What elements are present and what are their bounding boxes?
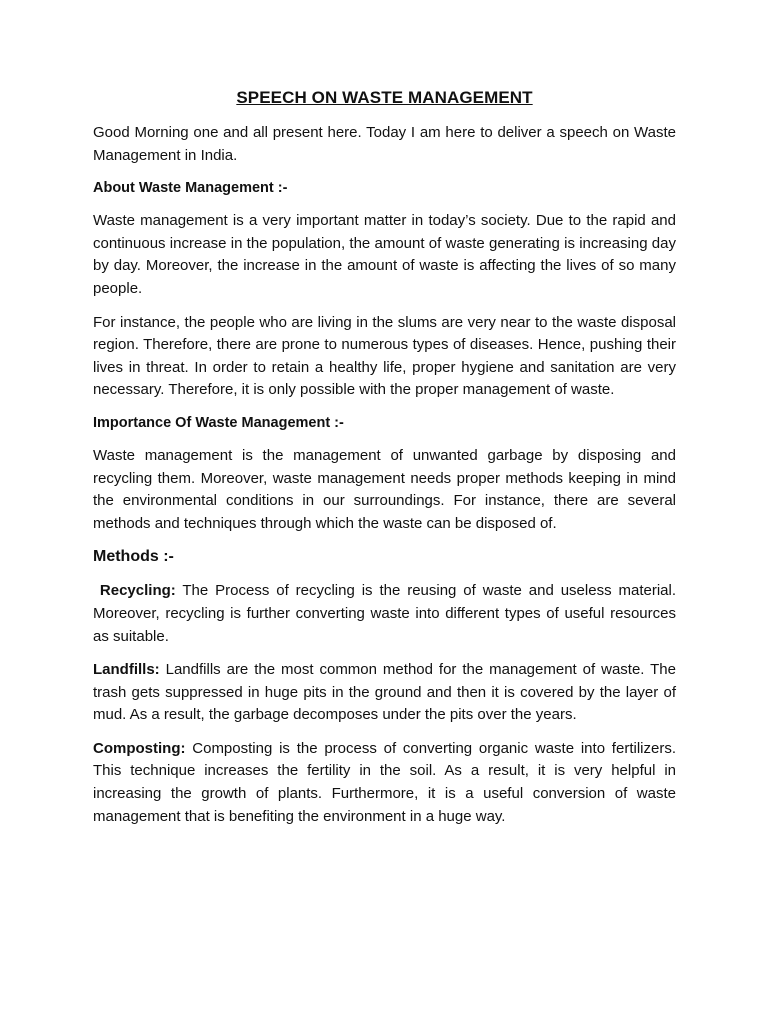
importance-paragraph: Waste management is the management of unwanted garbage by disposing and recycling them. Moreover, waste management needs proper methods keeping in mind the environmental conditions in our surroundings. For instance, there are several methods and techniques through which the waste can be disposed of.: [93, 446, 676, 532]
about-heading: About Waste Management :-: [93, 180, 288, 197]
method-recycling: [93, 580, 676, 648]
about-paragraph-2: For instance, the people who are living in the slums are very near to the waste disposal region. Therefore, there are prone to numerous types of diseases. Hence, pushing their lives in threat. In order to retain a healthy life, proper hygiene and sanitation are very necessary. Therefore, it is only possible with the proper management of waste.: [93, 313, 676, 399]
importance-heading: Importance Of Waste Management :-: [93, 414, 344, 431]
method-text-landfills: Landfills are the most common method for the management of waste. The trash gets suppressed in huge pits in the ground and then it is covered by the layer of mud. As a result, the garbage decomposes under the pits over the years.: [93, 661, 676, 724]
intro-paragraph: Good Morning one and all present here. Today I am here to deliver a speech on Waste Management in India.: [93, 124, 676, 164]
method-term-composting: Composting:: [93, 739, 186, 757]
method-composting: [93, 738, 676, 828]
method-text-composting: Composting is the process of converting organic waste into fertilizers. This technique increases the fertility in the soil. As a result, it is very helpful in increasing the growth of plants. Furthermore, it is a useful conversion of waste management that is benefiting the environment in a huge way.: [93, 739, 676, 825]
document-page: [93, 88, 676, 839]
document-title: SPEECH ON WASTE MANAGEMENT: [236, 88, 533, 107]
about-paragraph-1: Waste management is a very important matter in today’s society. Due to the rapid and continuous increase in the population, the amount of waste generating is increasing day by day. Moreover, the increase in the amount of waste is affecting the lives of so many people.: [93, 212, 676, 297]
method-text-recycling: The Process of recycling is the reusing of waste and useless material. Moreover, recycling is further converting waste into different types of useful resources as suitable.: [93, 582, 676, 645]
method-term-recycling: Recycling:: [99, 582, 176, 600]
method-term-landfills: Landfills:: [93, 661, 160, 679]
methods-heading: Methods :-: [93, 548, 174, 566]
method-landfills: [93, 659, 676, 727]
